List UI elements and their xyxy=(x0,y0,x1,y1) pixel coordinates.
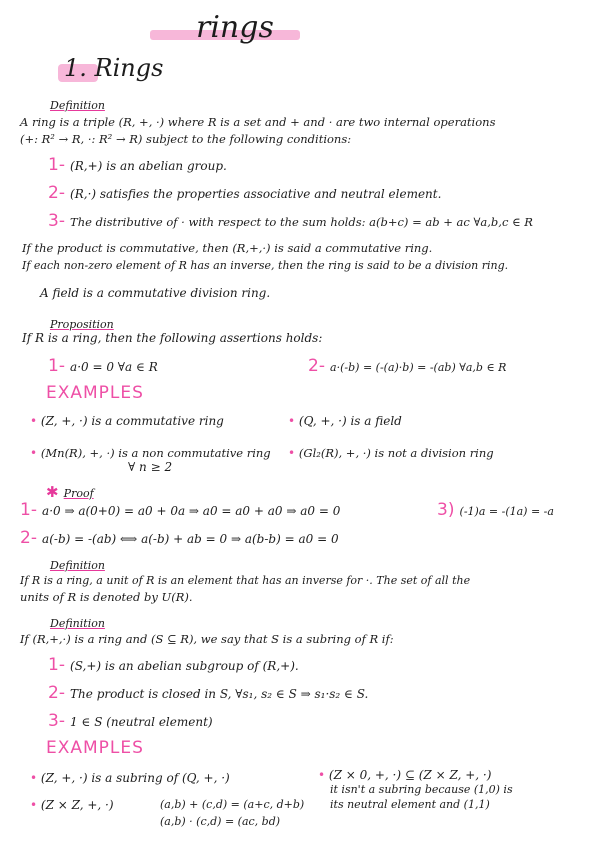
def2-line1: If R is a ring, a unit of R is an element that has an inverse for ·. The set of all the xyxy=(20,574,471,587)
example-text: (Z, +, ·) is a subring of (Q, +, ·) xyxy=(40,771,230,785)
item-text: (S,+) is an abelian subgroup of (R,+). xyxy=(70,659,299,673)
page-title: rings xyxy=(196,10,274,45)
example-zx0-note-1: it isn't a subring because (1,0) is xyxy=(330,783,513,796)
field-line: A field is a commutative division ring. xyxy=(40,286,271,300)
item-text: The product is closed in S, ∀s₁, s₂ ∈ S ⇒ s₁·s₂ ∈ S. xyxy=(70,687,369,701)
example-text: (Mn(R), +, ·) is a non commutative ring xyxy=(40,446,271,460)
item-text: a·(-b) = (-(a)·b) = -(ab) ∀a,b ∈ R xyxy=(330,361,507,374)
definition-label-2: Definition xyxy=(50,559,105,572)
item-number: 2- xyxy=(48,683,65,703)
section-name: Rings xyxy=(94,54,164,82)
definition-label-3: Definition xyxy=(50,617,105,630)
example-zx0 xyxy=(318,768,491,782)
section-number: 1. xyxy=(64,54,87,82)
bullet: • xyxy=(318,768,326,782)
def3-item-3 xyxy=(48,711,213,731)
item-text: (R,+) is an abelian group. xyxy=(70,159,227,173)
division-ring-line: If each non-zero element of R has an inverse, then the ring is said to be a division ring. xyxy=(22,259,509,272)
example-z-subring xyxy=(30,771,230,785)
example-zxz-product: (a,b) · (c,d) = (ac, bd) xyxy=(160,815,281,828)
def3-line: If (R,+,·) is a ring and (S ⊆ R), we say that S is a subring of R if: xyxy=(20,632,394,646)
example-text: (Z × 0, +, ·) ⊆ (Z × Z, +, ·) xyxy=(328,768,492,782)
proposition-item-2 xyxy=(308,356,506,376)
item-number: 1- xyxy=(48,356,65,376)
example-z-commutative xyxy=(30,414,224,428)
item-text: a·0 = 0 ∀a ∈ R xyxy=(70,360,158,374)
examples-heading-1: EXAMPLES xyxy=(46,383,144,403)
proof-line-1 xyxy=(20,500,340,520)
proof-text: a·0 ⇒ a(0+0) = a0 + 0a ⇒ a0 = a0 + a0 ⇒ a0 = 0 xyxy=(42,504,341,518)
examples-heading-2: EXAMPLES xyxy=(46,738,144,758)
bullet: • xyxy=(288,414,296,428)
item-number: 1- xyxy=(20,500,37,520)
def1-item-1 xyxy=(48,155,227,175)
bullet: • xyxy=(30,446,38,460)
example-matrices xyxy=(30,446,271,460)
example-text: (Q, +, ·) is a field xyxy=(298,414,402,428)
def3-item-2 xyxy=(48,683,368,703)
item-number: 3) xyxy=(437,500,455,520)
bullet: • xyxy=(30,771,38,785)
proposition-label: Proposition xyxy=(50,318,114,331)
proof-text: a(-b) = -(ab) ⟺ a(-b) + ab = 0 ⇒ a(b-b) = a0 = 0 xyxy=(42,532,339,546)
item-number: 1- xyxy=(48,155,65,175)
def3-item-1 xyxy=(48,655,299,675)
proof-line-side xyxy=(437,500,554,520)
bullet: • xyxy=(288,446,296,460)
example-matrices-condition: ∀ n ≥ 2 xyxy=(128,460,173,474)
example-text: (Z × Z, +, ·) xyxy=(40,798,114,812)
bullet: • xyxy=(30,414,38,428)
example-text: (Gl₂(R), +, ·) is not a division ring xyxy=(298,446,494,460)
proof-line-2 xyxy=(20,528,339,548)
def1-line2: (+: R² → R, ·: R² → R) subject to the following conditions: xyxy=(20,132,352,146)
proposition-item-1 xyxy=(48,356,158,376)
item-number: 1- xyxy=(48,655,65,675)
item-number: 3- xyxy=(48,211,65,231)
example-text: (Z, +, ·) is a commutative ring xyxy=(40,414,224,428)
item-number: 3- xyxy=(48,711,65,731)
item-text: (R,·) satisfies the properties associative and neutral element. xyxy=(70,187,442,201)
item-text: 1 ∈ S (neutral element) xyxy=(70,715,213,729)
proposition-line: If R is a ring, then the following assertions holds: xyxy=(22,331,323,345)
item-number: 2- xyxy=(308,356,325,376)
item-number: 2- xyxy=(48,183,65,203)
example-zxz xyxy=(30,798,114,812)
item-text: The distributive of · with respect to the sum holds: a(b+c) = ab + ac ∀a,b,c ∈ R xyxy=(70,215,533,229)
example-gl2 xyxy=(288,446,494,460)
asterisk-icon: ✱ xyxy=(46,483,59,501)
example-zx0-note-2: its neutral element and (1,1) xyxy=(330,798,490,811)
proof-text: (-1)a = -(1a) = -a xyxy=(459,505,554,518)
example-zxz-sum: (a,b) + (c,d) = (a+c, d+b) xyxy=(160,798,305,811)
definition-label-1: Definition xyxy=(50,99,105,112)
proof-label xyxy=(46,482,94,501)
def2-line2: units of R is denoted by U(R). xyxy=(20,590,193,604)
example-q-field xyxy=(288,414,402,428)
proof-label-text: Proof xyxy=(63,487,94,500)
commutative-ring-line: If the product is commutative, then (R,+,·) is said a commutative ring. xyxy=(22,241,433,255)
bullet: • xyxy=(30,798,38,812)
section-heading xyxy=(64,54,163,82)
def1-item-2 xyxy=(48,183,441,203)
def1-line1: A ring is a triple (R, +, ·) where R is a set and + and · are two internal operations xyxy=(20,115,496,129)
item-number: 2- xyxy=(20,528,37,548)
def1-item-3 xyxy=(48,211,533,231)
